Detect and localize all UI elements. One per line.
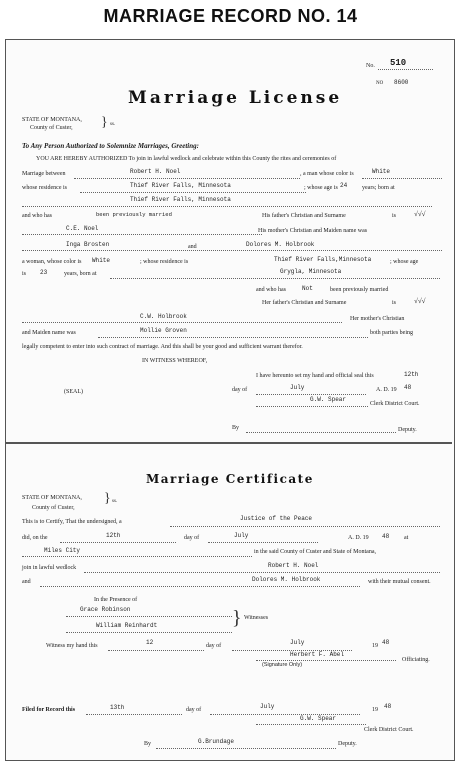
filing-clerk: G.W. Spear (300, 715, 337, 722)
certificate-county: County of Custer, (32, 505, 75, 511)
filing-deputy-label: Deputy. (338, 741, 357, 747)
officiant-sig-line (256, 660, 396, 661)
man-color-label: , a man whose color is (300, 171, 354, 177)
hereunto-text: I have hereunto set my hand and official seal this (256, 373, 374, 379)
maiden-label: and Maiden name was (22, 330, 76, 336)
officiant-title: Justice of the Peace (240, 515, 313, 522)
groom-father-check: √√√ (414, 210, 426, 218)
section-separator (6, 442, 452, 446)
bride-residence-label: ; whose residence is (140, 259, 189, 265)
certificate-brace: } (104, 491, 111, 506)
and-label: and (188, 244, 197, 250)
clerk-label: Clerk District Court. (370, 401, 420, 407)
filed-label: Filed for Record this (22, 707, 76, 713)
license-deputy-label: Deputy. (398, 427, 417, 433)
record-no-value: 8600 (394, 79, 409, 86)
certify-text: This is to Certify, That the undersigned, a (22, 519, 122, 525)
cert-place-line (22, 556, 252, 557)
groom-age-label: ; whose age is (304, 185, 338, 191)
filed-month: July (260, 703, 275, 710)
groom-name-line (74, 178, 300, 179)
cert-bride: Dolores M. Holbrook (252, 576, 321, 583)
license-no-value: 510 (390, 58, 407, 68)
filed-day: 13th (110, 704, 125, 711)
bride-father-is-label: is (392, 300, 397, 306)
bride-name: Dolores M. Holbrook (246, 241, 315, 248)
cert-bride-line (40, 586, 360, 587)
license-no-line (378, 69, 433, 70)
filing-clerk-line (256, 724, 366, 725)
bride-color-label: a woman, whose color is (22, 259, 82, 265)
groom-age: 24 (340, 182, 348, 189)
cert-at-label: at (404, 535, 409, 541)
seal-day-of-label: day of (232, 387, 248, 393)
record-no-label: NO (376, 81, 384, 86)
seal-day: 12th (404, 371, 419, 378)
groom-residence-label: whose residence is (22, 185, 67, 191)
signature-only-label: (Signature Only) (262, 662, 303, 668)
groom-birthplace-line (22, 206, 432, 207)
officiant-title-line (170, 526, 440, 527)
bride-birthplace: Grygla, Minnesota (280, 268, 342, 275)
license-no-label: No. (366, 63, 375, 69)
presence-label: In the Presence of (94, 597, 138, 603)
bride-age-is-label: is (22, 271, 27, 277)
marriage-between-label: Marriage between (22, 171, 66, 177)
filed-day-line (86, 714, 182, 715)
cert-month-line (208, 542, 318, 543)
bride-age-label: ; whose age (390, 259, 419, 265)
cert-day-line (60, 542, 176, 543)
groom-who-has-label: and who has (22, 213, 52, 219)
bride-father-line (22, 322, 342, 323)
witness1: Grace Robinson (80, 606, 131, 613)
filing-deputy-name: G.Brundage (198, 738, 235, 745)
hand-day: 12 (146, 639, 154, 646)
seal-month: July (290, 384, 305, 391)
hand-year: 48 (382, 639, 390, 646)
bride-born-label: years, born at (64, 271, 97, 277)
certificate-title: Marriage Certificate (146, 472, 314, 486)
bride-not: Not (302, 285, 313, 292)
license-county: County of Custer, (30, 125, 73, 131)
groom-color: White (372, 168, 391, 175)
bride-father-label: Her father's Christian and Surname (262, 300, 347, 306)
filed-19-label: 19 (372, 707, 378, 713)
filed-day-of-label: day of (186, 707, 202, 713)
authorize-text: YOU ARE HEREBY AUTHORIZED To join in lawful wedlock and celebrate within this County the rites and ceremonies of (36, 156, 337, 162)
filing-by-label: By (144, 741, 152, 747)
cert-month: July (234, 532, 249, 539)
certificate-ss: ss. (112, 499, 118, 504)
bride-father: C.W. Holbrook (140, 313, 187, 320)
bride-mother: Mollie Groven (140, 327, 187, 334)
cert-county-text: in the said County of Custer and State of Montana, (254, 549, 376, 555)
hand-day-of-label: day of (206, 643, 222, 649)
license-by-label: By (232, 425, 240, 431)
witness-brace: } (232, 607, 242, 629)
witness-whereof: IN WITNESS WHEREOF, (142, 358, 208, 364)
license-greeting: To Any Person Authorized to Solemnize Marriages, Greeting: (22, 142, 199, 150)
clerk-line (256, 406, 368, 407)
hand-month: July (290, 639, 305, 646)
seal-month-line (256, 394, 366, 395)
hand-19-label: 19 (372, 643, 378, 649)
bride-who-has-label: and who has (256, 287, 286, 293)
cert-day: 12th (106, 532, 121, 539)
cert-groom-line (84, 572, 440, 573)
license-state: STATE OF MONTANA, (22, 117, 82, 123)
groom-prev-married: been previously married (96, 211, 172, 218)
groom-name: Robert H. Noel (130, 168, 181, 175)
groom-residence-line (80, 192, 306, 193)
bride-father-check: √√√ (414, 297, 426, 305)
cert-place: Miles City (44, 547, 81, 554)
groom-color-line (362, 178, 442, 179)
cert-day-of-label: day of (184, 535, 200, 541)
clerk-name: G.W. Spear (310, 396, 347, 403)
witness2: William Reinhardt (96, 622, 158, 629)
did-on-label: did, on the (22, 535, 48, 541)
officiant-sig: Herbert F. Abel (290, 651, 345, 658)
bride-color: White (92, 257, 111, 264)
record-banner-title: MARRIAGE RECORD NO. 14 (103, 6, 358, 26)
bride-age: 23 (40, 269, 48, 276)
filed-year: 48 (384, 703, 392, 710)
cert-year: 48 (382, 533, 390, 540)
groom-mother: Inga Brosten (66, 241, 110, 248)
witnesses-label: Witnesses (244, 615, 269, 621)
cert-groom: Robert H. Noel (268, 562, 319, 569)
groom-birthplace: Thief River Falls, Minnesota (130, 196, 231, 203)
witness1-line (66, 616, 232, 617)
witness-hand-label: Witness my hand this (46, 643, 98, 649)
groom-father-label: His father's Christian and Surname (262, 213, 346, 219)
certificate-state: STATE OF MONTANA, (22, 495, 82, 501)
seal-ad-label: A. D. 19 (376, 387, 397, 393)
record-banner (0, 0, 461, 38)
filing-clerk-label: Clerk District Court. (364, 727, 414, 733)
both-parties-label: both parties being (370, 330, 413, 336)
cert-ad-label: A. D. 19 (348, 535, 369, 541)
groom-father-line (22, 234, 262, 235)
join-label: join in lawful wedlock (22, 565, 77, 571)
groom-father: C.E. Noel (66, 225, 99, 232)
seal-year: 48 (404, 384, 412, 391)
officiating-label: Officiating. (402, 657, 430, 663)
cert-and-label: and (22, 579, 31, 585)
filing-deputy-line (156, 748, 336, 749)
bride-mother-line (98, 337, 368, 338)
seal-label: (SEAL) (64, 389, 83, 395)
bride-residence: Thief River Falls,Minnesota (274, 256, 372, 263)
license-ss: ss. (110, 122, 116, 127)
groom-born-label: years; born at (362, 185, 395, 191)
legally-text: legally competent to enter into such contract of marriage. And this shall be your good and sufficient warrant therefor. (22, 344, 303, 350)
groom-mother-label: His mother's Christian and Maiden name was (258, 228, 368, 234)
bride-mother-label: Her mother's Christian (350, 316, 405, 322)
witness2-line (66, 632, 232, 633)
bride-prev-married-label: been previously married (330, 287, 389, 293)
groom-residence: Thief River Falls, Minnesota (130, 182, 231, 189)
groom-father-is-label: is (392, 213, 397, 219)
filed-month-line (210, 714, 360, 715)
license-brace: } (101, 115, 108, 130)
mother-bride-line (22, 250, 442, 251)
consent-label: with their mutual consent. (368, 579, 431, 585)
hand-day-line (108, 650, 204, 651)
license-title: Marriage License (128, 88, 343, 108)
license-deputy-line (246, 432, 396, 433)
bride-birthplace-line (110, 278, 440, 279)
